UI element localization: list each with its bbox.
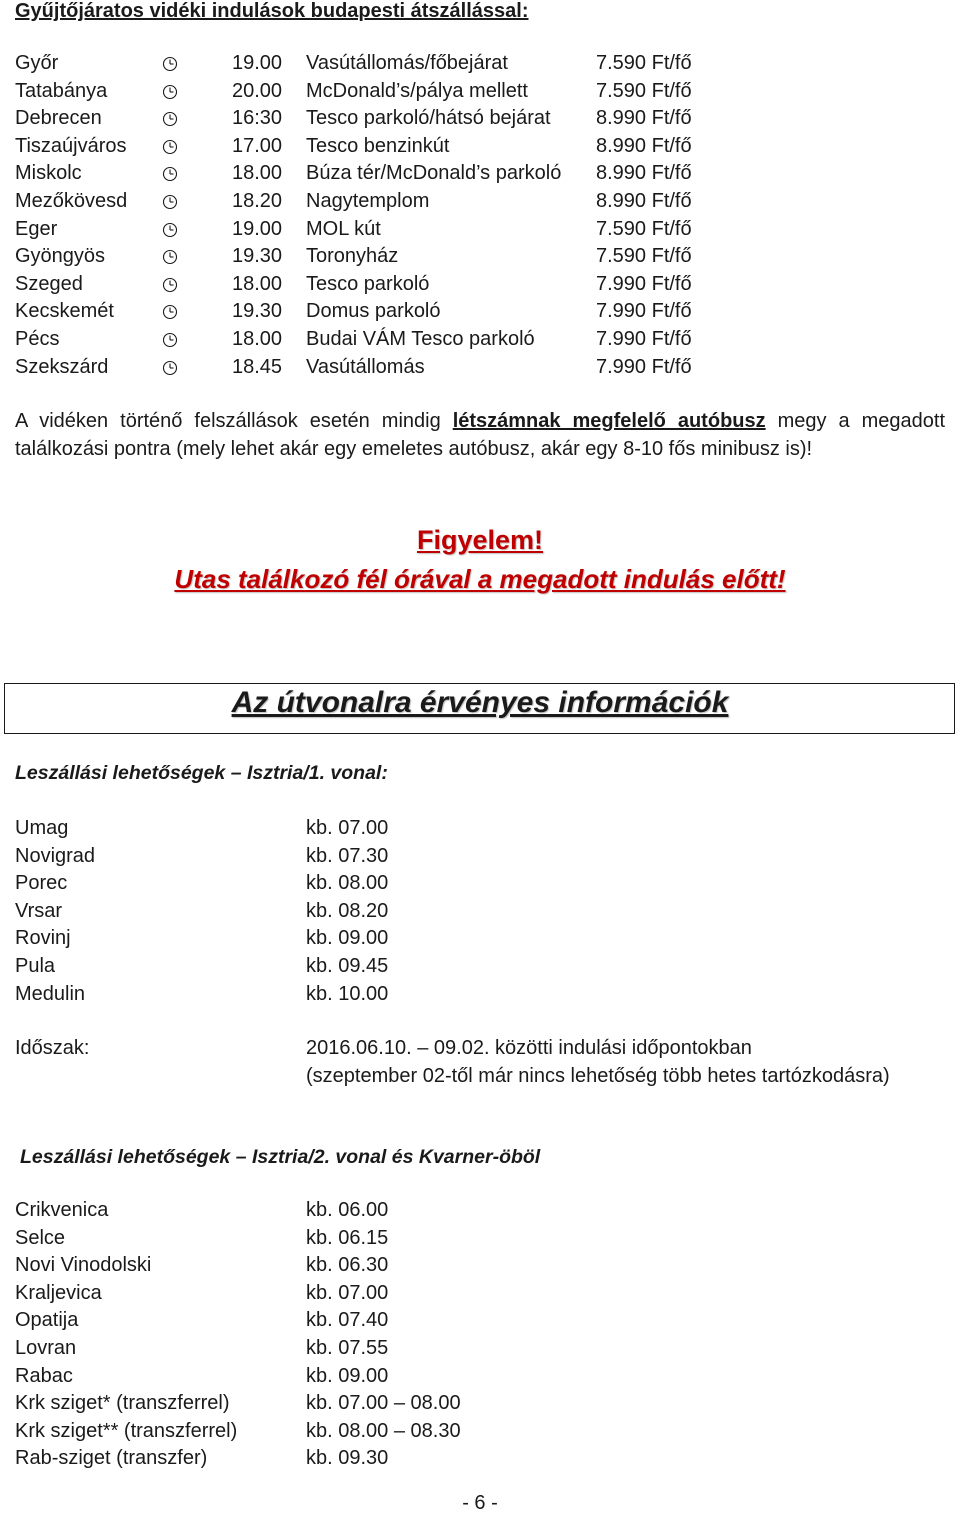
departure-city: Eger [15, 217, 58, 240]
departure-city: Kecskemét [15, 300, 114, 323]
departure-price: 7.990 Ft/fő [596, 327, 692, 350]
stop-place: Kraljevica [15, 1281, 102, 1304]
clock-icon [162, 139, 178, 155]
departure-place: McDonald’s/pálya mellett [306, 79, 528, 102]
stop-time: kb. 10.00 [306, 982, 389, 1005]
departure-city: Miskolc [15, 162, 82, 185]
stop-place: Vrsar [15, 899, 63, 922]
stop-place: Umag [15, 817, 69, 839]
clock-icon [162, 304, 178, 320]
page-number: - 6 - [462, 1492, 498, 1514]
clock-icon [162, 111, 178, 127]
stop-time: kb. 09.00 [306, 927, 389, 950]
stop-time: kb. 07.00 – 08.00 [306, 1392, 461, 1415]
clock-icon [162, 194, 178, 210]
departure-place: Tesco parkoló [306, 272, 430, 295]
stop-time: kb. 09.45 [306, 954, 389, 977]
period-label: Időszak: [15, 1037, 90, 1059]
departure-city: Győr [15, 52, 59, 74]
stop-time: kb. 07.40 [306, 1309, 389, 1332]
attention-block [0, 520, 960, 598]
departure-time: 19.30 [232, 245, 283, 268]
stop-place: Porec [15, 872, 68, 895]
stop-time: kb. 07.00 [306, 1281, 389, 1304]
stop-place: Krk sziget** (transzferrel) [15, 1419, 238, 1442]
stop-place: Crikvenica [15, 1199, 109, 1221]
stop-time: kb. 07.00 [306, 817, 389, 839]
section1-heading: Leszállási lehetőségek – Isztria/1. vonal: [15, 762, 388, 784]
departure-price: 8.990 Ft/fő [596, 134, 692, 157]
info-title: Az útvonalra érvényes információk [231, 686, 729, 719]
departure-place: Tesco benzinkút [306, 134, 450, 157]
departure-price: 7.990 Ft/fő [596, 355, 692, 378]
clock-icon [162, 277, 178, 293]
period-line-1: 2016.06.10. – 09.02. közötti indulási időpontokban [306, 1037, 752, 1059]
departure-price: 7.990 Ft/fő [596, 300, 692, 323]
period-line-2: (szeptember 02-től már nincs lehetőség több hetes tartózkodásra) [306, 1064, 890, 1087]
clock-icon [162, 222, 178, 238]
stop-place: Selce [15, 1226, 66, 1249]
departure-price: 8.990 Ft/fő [596, 162, 692, 185]
note-text-end: megy a megadott találkozási pontra (mely lehet akár egy emeletes autóbusz, akár egy 8-10 fős minibusz is)! [15, 410, 945, 460]
departure-time: 19.30 [232, 300, 283, 323]
departure-city: Debrecen [15, 107, 102, 130]
departure-time: 18.00 [232, 327, 283, 350]
departure-place: Vasútállomás [306, 355, 425, 378]
attention-title: Figyelem! [416, 525, 544, 555]
departure-place: Budai VÁM Tesco parkoló [306, 327, 535, 350]
departure-price: 7.590 Ft/fő [596, 79, 692, 102]
stop-time: kb. 06.00 [306, 1199, 389, 1221]
departure-city: Tatabánya [15, 79, 108, 102]
stop-time: kb. 06.30 [306, 1254, 389, 1277]
clock-icon [162, 84, 178, 100]
stop-time: kb. 06.15 [306, 1226, 389, 1249]
departure-time: 20.00 [232, 79, 283, 102]
clock-icon [162, 249, 178, 265]
departure-time: 16:30 [232, 107, 283, 130]
departure-time: 18.00 [232, 272, 283, 295]
departure-city: Pécs [15, 327, 60, 350]
stop-time: kb. 07.30 [306, 844, 389, 867]
departure-place: Domus parkoló [306, 300, 441, 323]
departure-city: Szekszárd [15, 355, 109, 378]
departure-place: Nagytemplom [306, 189, 430, 212]
note-emphasis: létszámnak megfelelő autóbusz [452, 410, 766, 432]
departure-price: 7.590 Ft/fő [596, 52, 692, 74]
departure-place: Búza tér/McDonald’s parkoló [306, 162, 562, 185]
stop-time: kb. 08.00 [306, 872, 389, 895]
stop-time: kb. 09.30 [306, 1447, 389, 1470]
stop-place: Krk sziget* (transzferrel) [15, 1392, 230, 1415]
departures-heading: Gyűjtőjáratos vidéki indulások budapesti átszállással: [15, 0, 529, 22]
departure-place: Toronyház [306, 245, 399, 268]
stop-time: kb. 08.00 – 08.30 [306, 1419, 461, 1442]
departure-city: Gyöngyös [15, 245, 106, 268]
departure-city: Szeged [15, 272, 83, 295]
period-text [306, 1035, 890, 1090]
departure-city: Mezőkövesd [15, 189, 128, 212]
stop-place: Novigrad [15, 844, 96, 867]
departure-place: MOL kút [306, 217, 381, 240]
clock-icon [162, 360, 178, 376]
departure-time: 17.00 [232, 134, 283, 157]
stop-place: Rovinj [15, 927, 71, 950]
departure-price: 7.990 Ft/fő [596, 272, 692, 295]
note-text: A vidéken történő felszállások esetén mindig [15, 410, 453, 432]
stop-time: kb. 09.00 [306, 1364, 389, 1387]
departure-time: 19.00 [232, 52, 283, 74]
clock-icon [162, 166, 178, 182]
boarding-note [15, 408, 945, 463]
departure-price: 8.990 Ft/fő [596, 189, 692, 212]
departure-city: Tiszaújváros [15, 134, 127, 157]
clock-icon [162, 332, 178, 348]
stop-place: Pula [15, 954, 56, 977]
departure-price: 7.590 Ft/fő [596, 217, 692, 240]
departure-time: 18.45 [232, 355, 283, 378]
stop-time: kb. 08.20 [306, 899, 389, 922]
departure-place: Tesco parkoló/hátsó bejárat [306, 107, 551, 130]
stop-place: Rab-sziget (transzfer) [15, 1447, 208, 1470]
stop-place: Medulin [15, 982, 86, 1005]
departure-price: 7.590 Ft/fő [596, 245, 692, 268]
stop-place: Rabac [15, 1364, 73, 1387]
departure-price: 8.990 Ft/fő [596, 107, 692, 130]
stop-time: kb. 07.55 [306, 1336, 389, 1359]
section2-heading: Leszállási lehetőségek – Isztria/2. vonal és Kvarner-öböl [20, 1146, 541, 1168]
departure-time: 19.00 [232, 217, 283, 240]
departure-time: 18.00 [232, 162, 283, 185]
stop-place: Lovran [15, 1336, 77, 1359]
attention-text: Utas találkozó fél órával a megadott indulás előtt! [174, 564, 786, 594]
stop-place: Novi Vinodolski [15, 1254, 152, 1277]
departure-place: Vasútállomás/főbejárat [306, 52, 508, 74]
departure-time: 18.20 [232, 189, 283, 212]
clock-icon [162, 56, 178, 72]
stop-place: Opatija [15, 1309, 79, 1332]
